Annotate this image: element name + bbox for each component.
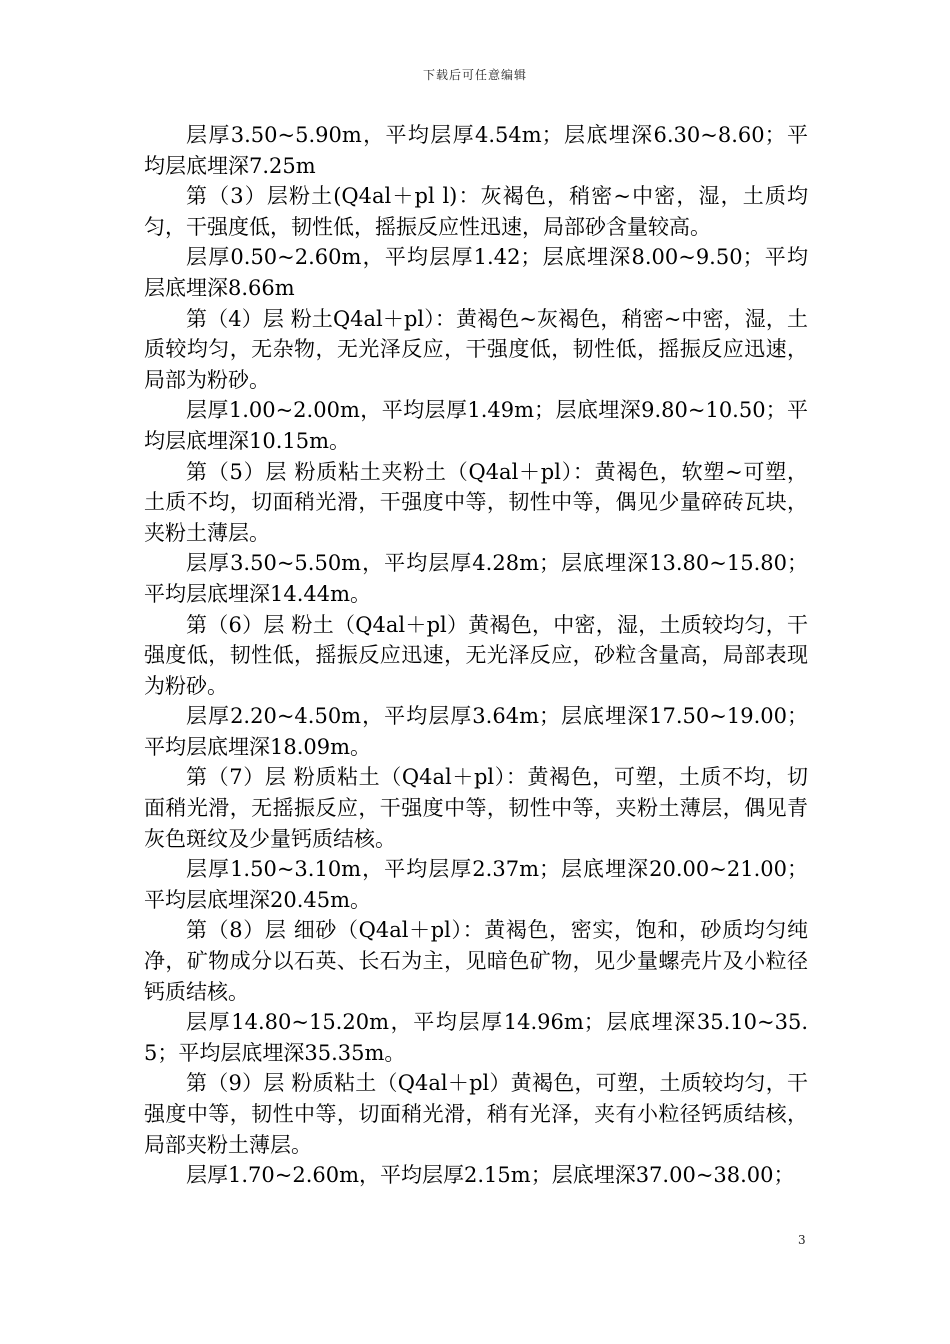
page-number: 3 bbox=[798, 1233, 806, 1247]
paragraph-layer9-thickness: 层厚1.70~2.60m，平均层厚2.15m；层底埋深37.00~38.00； bbox=[186, 1163, 795, 1188]
document-body bbox=[144, 120, 808, 1191]
paragraph-layer5-thickness: 层厚3.50~5.50m，平均层厚4.28m；层底埋深13.80~15.80；平均层底埋深14.44m。 bbox=[144, 551, 808, 606]
paragraph-layer3-thickness: 层厚0.50~2.60m，平均层厚1.42；层底埋深8.00~9.50；平均层底埋深8.66m bbox=[144, 245, 808, 300]
paragraph-layer5-description: 第（5）层 粉质粘土夹粉土（Q4al＋pl）：黄褐色，软塑~可塑，土质不均，切面稍光滑，干强度中等，韧性中等，偶见少量碎砖瓦块，夹粉土薄层。 bbox=[144, 459, 808, 545]
paragraph-layer2-thickness: 层厚3.50~5.90m，平均层厚4.54m；层底埋深6.30~8.60；平均层底埋深7.25m bbox=[144, 123, 808, 178]
paragraph-layer9-description: 第（9）层 粉质粘土（Q4al＋pl）黄褐色，可塑，土质较均匀，干强度中等，韧性中等，切面稍光滑，稍有光泽，夹有小粒径钙质结核，局部夹粉土薄层。 bbox=[144, 1071, 808, 1157]
paragraph-layer8-thickness: 层厚14.80~15.20m，平均层厚14.96m；层底埋深35.10~35.5；平均层底埋深35.35m。 bbox=[144, 1010, 808, 1065]
paragraph-layer4-thickness: 层厚1.00~2.00m，平均层厚1.49m；层底埋深9.80~10.50；平均层底埋深10.15m。 bbox=[144, 398, 808, 453]
paragraph-layer3-description: 第（3）层粉土(Q4al＋pl l)：灰褐色，稍密~中密，湿，土质均匀，干强度低，韧性低，摇振反应性迅速，局部砂含量较高。 bbox=[144, 184, 808, 239]
paragraph-layer6-thickness: 层厚2.20~4.50m，平均层厚3.64m；层底埋深17.50~19.00；平均层底埋深18.09m。 bbox=[144, 704, 808, 759]
page-header: 下载后可任意编辑 bbox=[422, 68, 527, 82]
paragraph-layer7-thickness: 层厚1.50~3.10m，平均层厚2.37m；层底埋深20.00~21.00；平均层底埋深20.45m。 bbox=[144, 857, 808, 912]
paragraph-layer6-description: 第（6）层 粉土（Q4al＋pl）黄褐色，中密，湿，土质较均匀，干强度低，韧性低，摇振反应迅速，无光泽反应，砂粒含量高，局部表现为粉砂。 bbox=[144, 612, 808, 698]
paragraph-layer7-description: 第（7）层 粉质粘土（Q4al＋pl）：黄褐色，可塑，土质不均，切面稍光滑，无摇振反应，干强度中等，韧性中等，夹粉土薄层，偶见青灰色斑纹及少量钙质结核。 bbox=[144, 765, 808, 851]
paragraph-layer8-description: 第（8）层 细砂（Q4al＋pl）：黄褐色，密实，饱和，砂质均匀纯净，矿物成分以石英、长石为主，见暗色矿物，见少量螺壳片及小粒径钙质结核。 bbox=[144, 918, 808, 1004]
paragraph-layer4-description: 第（4）层 粉土Q4al＋pl）：黄褐色~灰褐色，稍密~中密，湿，土质较均匀，无杂物，无光泽反应，干强度低，韧性低，摇振反应迅速，局部为粉砂。 bbox=[144, 306, 808, 392]
